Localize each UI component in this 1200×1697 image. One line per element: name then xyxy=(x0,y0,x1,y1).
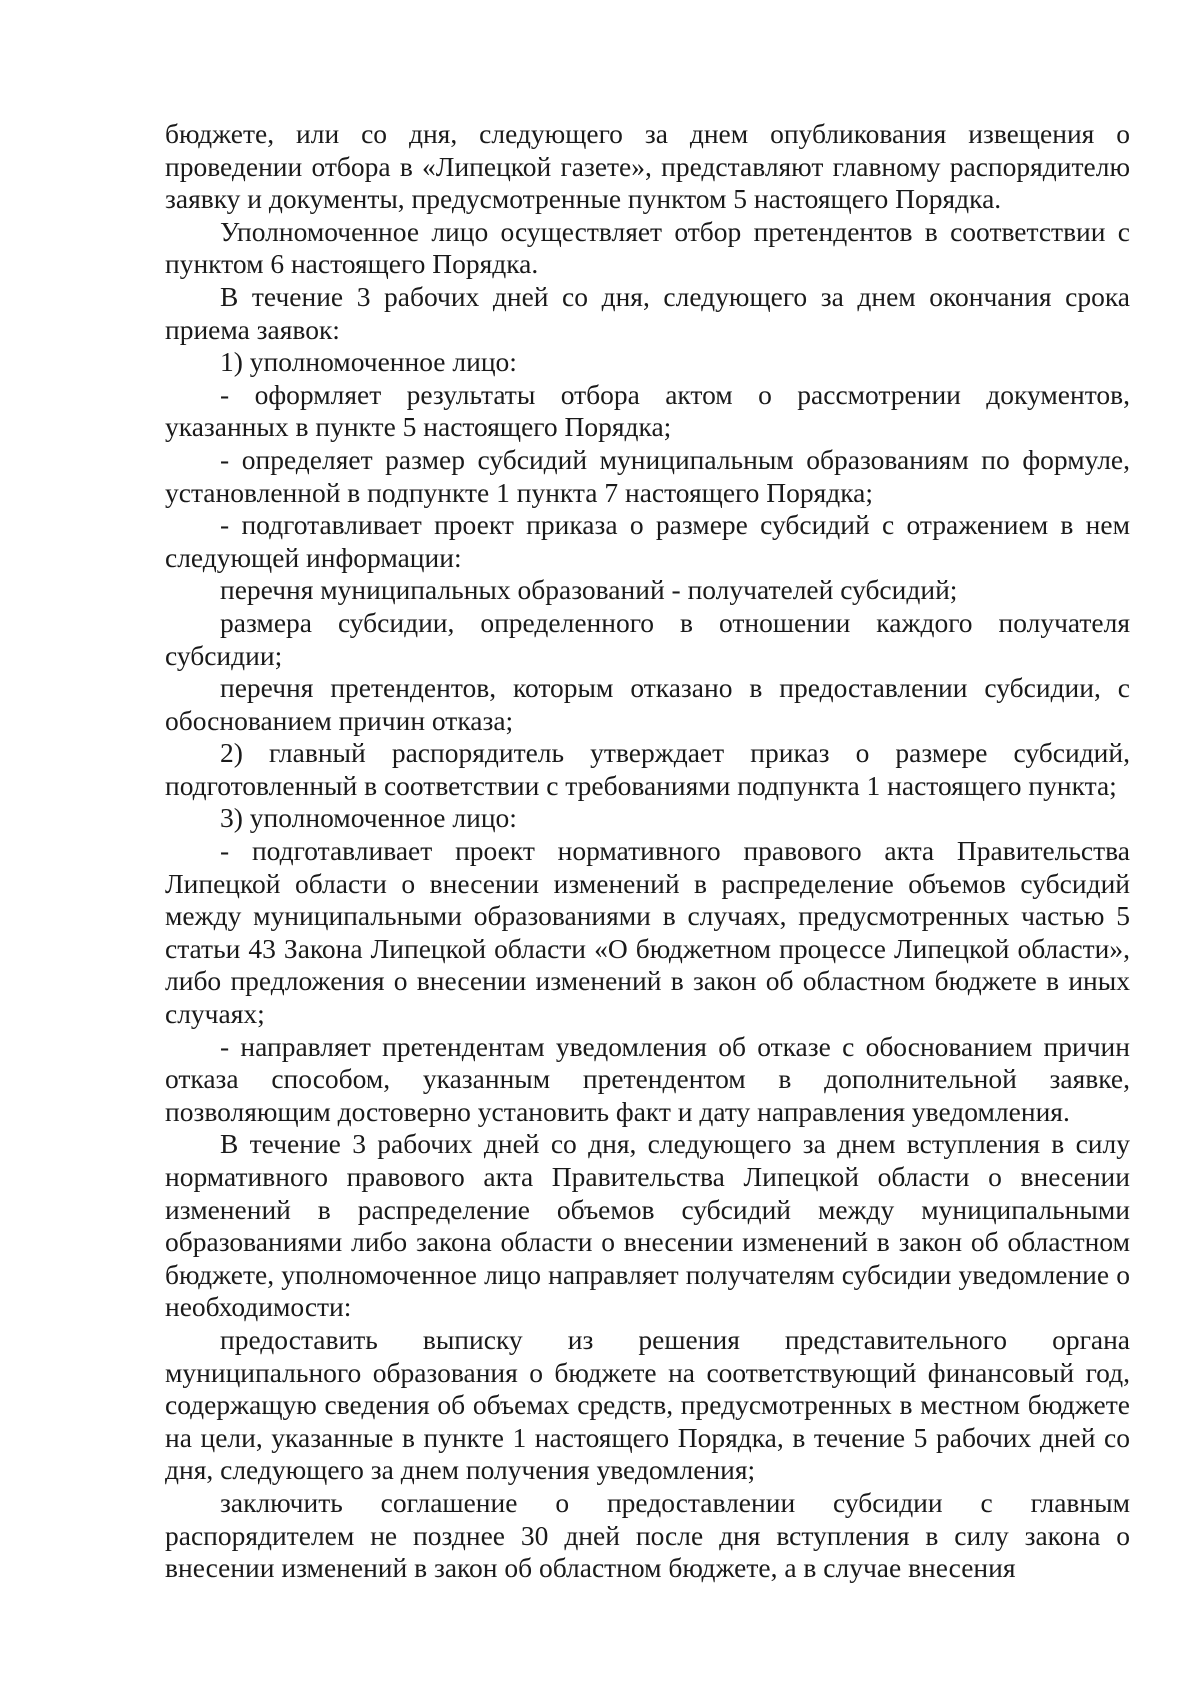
paragraph-continuation: бюджете, или со дня, следующего за днем опубликования извещения о проведении отбора в «Липецкой газете», представляют главному распорядителю заявку и документы, предусмотренные пунктом 5 настоящего Порядка. xyxy=(165,118,1130,215)
list-item-act-of-review: - оформляет результаты отбора актом о рассмотрении документов, указанных в пункте 5 настоящего Порядка; xyxy=(165,378,1130,443)
list-item-subsidy-size: - определяет размер субсидий муниципальным образованиям по формуле, установленной в подпункте 1 пункта 7 настоящего Порядка; xyxy=(165,443,1130,508)
list-item-3-authorized-person: 3) уполномоченное лицо: xyxy=(220,802,517,834)
list-item-agreement: заключить соглашение о предоставлении субсидии с главным распорядителем не позднее 30 дней после дня вступления в силу закона о внесении изменений в закон об областном бюджете, а в случае внесения xyxy=(165,1486,1130,1584)
paragraph-selection-procedure: Уполномоченное лицо осуществляет отбор претендентов в соответствии с пунктом 6 настоящего Порядка. xyxy=(165,215,1130,280)
paragraph-deadline-intro: В течение 3 рабочих дней со дня, следующего за днем окончания срока приема заявок: xyxy=(165,280,1130,345)
list-item-1-authorized-person: 1) уполномоченное лицо: xyxy=(220,346,517,378)
list-item-regulatory-act-draft: - подготавливает проект нормативного правового акта Правительства Липецкой области о внесении изменений в распределение объемов субсидий между муниципальными образованиями в случаях, предусмотренных частью 5 статьи 43 Закона Липецкой области «О бюджетном процессе Липецкой области», либо предложения о внесении изменений в закон об областном бюджете в иных случаях; xyxy=(165,835,1130,1030)
document-body xyxy=(165,118,1130,1585)
list-item-municipalities-list: перечня муниципальных образований - получателей субсидий; xyxy=(220,574,958,606)
list-item-budget-extract: предоставить выписку из решения представительного органа муниципального образования о бюджете на соответствующий финансовый год, содержащую сведения об объемах средств, предусмотренных в местном бюджете на цели, указанные в пункте 1 настоящего Порядка, в течение 5 рабочих дней со дня, следующего за днем получения уведомления; xyxy=(165,1323,1130,1486)
list-item-rejected-list: перечня претендентов, которым отказано в предоставлении субсидии, с обоснованием причин отказа; xyxy=(165,672,1130,736)
list-item-order-draft: - подготавливает проект приказа о размере субсидий с отражением в нем следующей информации: xyxy=(165,509,1130,573)
list-item-2-order-approval: 2) главный распорядитель утверждает приказ о размере субсидий, подготовленный в соответствии с требованиями подпункта 1 настоящего пункта; xyxy=(165,737,1130,801)
list-item-subsidy-amount: размера субсидии, определенного в отношении каждого получателя субсидии; xyxy=(165,606,1130,671)
list-item-rejection-notices: - направляет претендентам уведомления об отказе с обоснованием причин отказа способом, указанным претендентом в дополнительной заявке, позволяющим достоверно установить факт и дату направления уведомления. xyxy=(165,1030,1130,1127)
paragraph-after-entry-into-force: В течение 3 рабочих дней со дня, следующего за днем вступления в силу нормативного правового акта Правительства Липецкой области о внесении изменений в распределение объемов субсидий между муниципальными образованиями либо закона области о внесении изменений в закон об областном бюджете, уполномоченное лицо направляет получателям субсидии уведомление о необходимости: xyxy=(165,1128,1130,1323)
